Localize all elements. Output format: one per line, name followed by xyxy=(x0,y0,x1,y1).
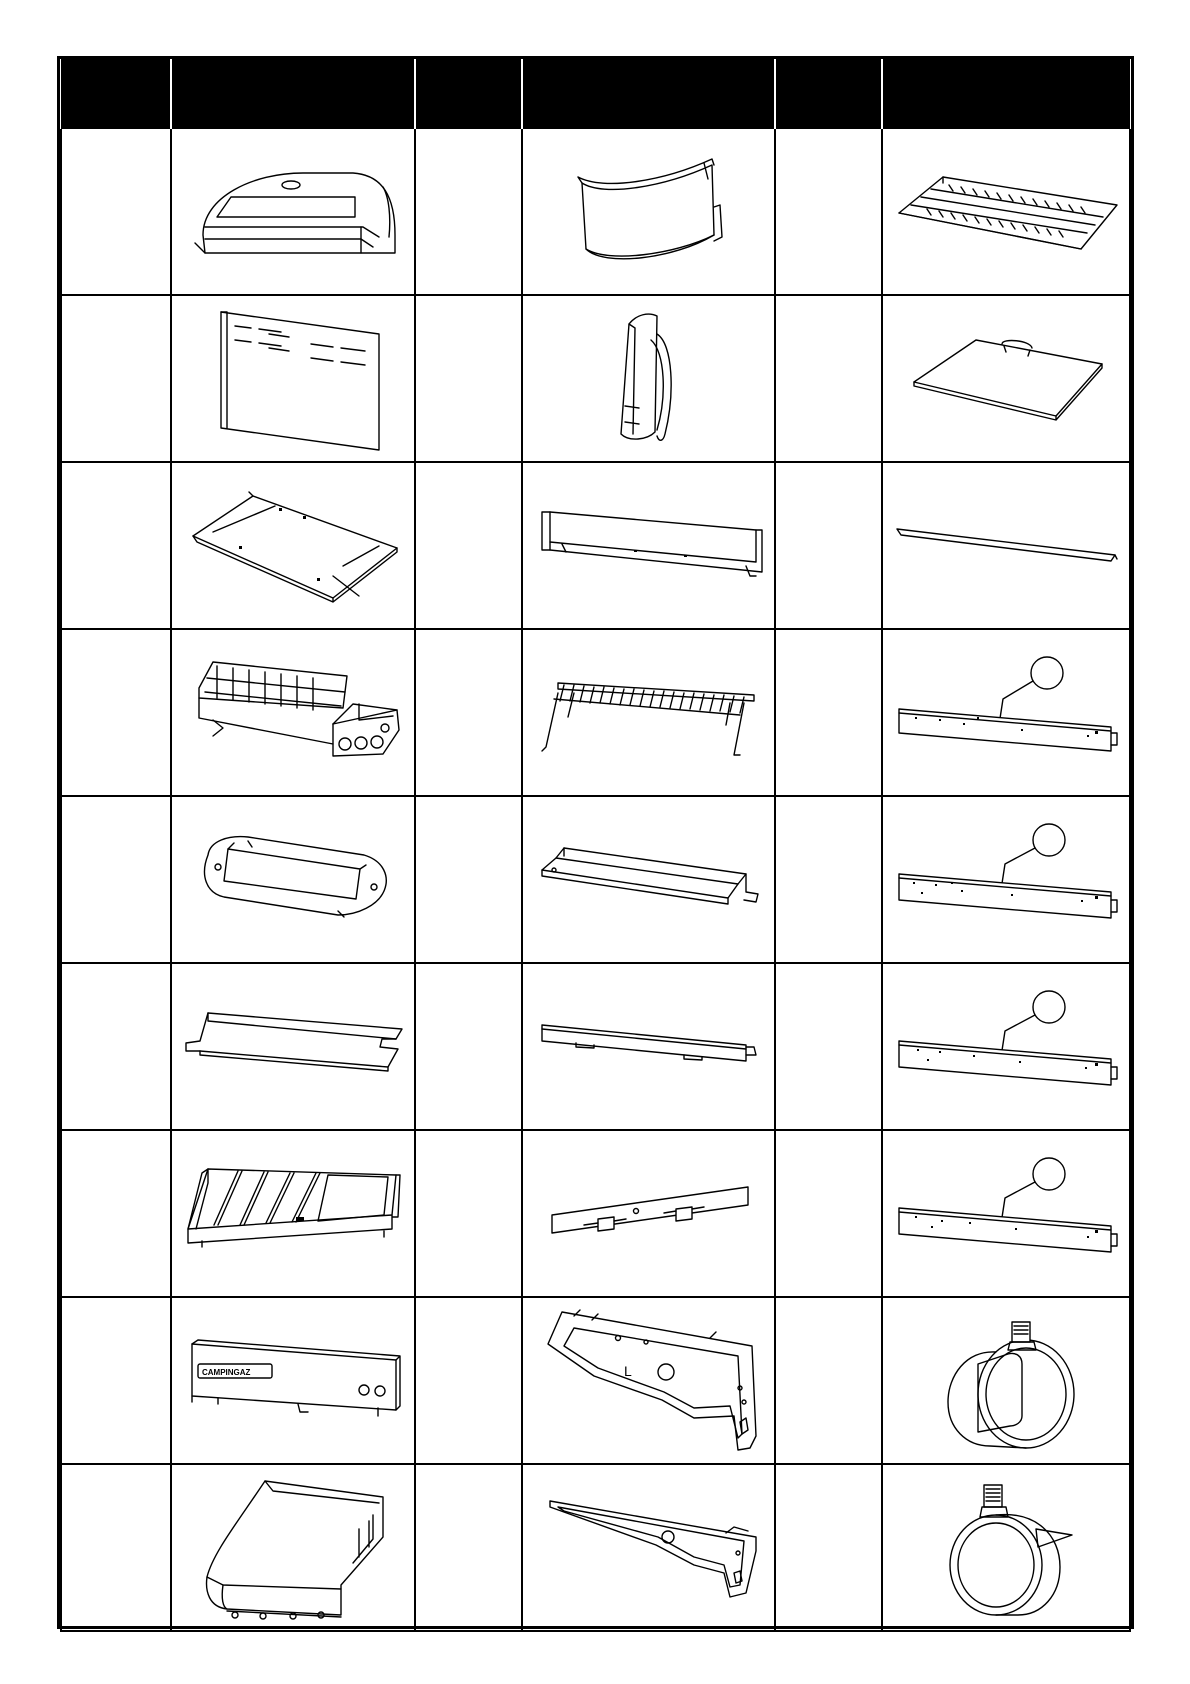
part-number-cell xyxy=(415,462,522,629)
part-number-cell xyxy=(415,963,522,1130)
part-image-cell xyxy=(522,1297,775,1464)
caster-wheel-icon xyxy=(926,1306,1086,1456)
part-image-cell xyxy=(882,1464,1130,1631)
part-number-cell xyxy=(775,1464,882,1631)
leg-post-icon xyxy=(891,987,1121,1107)
bottom-shelf-plate-icon xyxy=(178,1007,408,1087)
header-cell-no-1 xyxy=(61,59,171,129)
part-image-cell xyxy=(171,963,415,1130)
part-image-cell xyxy=(882,129,1130,295)
table-row xyxy=(61,629,1130,796)
parts-table-frame xyxy=(57,56,1134,1629)
side-label: L xyxy=(623,1362,632,1379)
part-image-cell xyxy=(171,129,415,295)
part-number-cell xyxy=(415,295,522,462)
part-image-cell xyxy=(522,295,775,462)
firebox-with-side-burner-icon xyxy=(183,648,403,778)
part-number-cell xyxy=(775,629,882,796)
part-number-cell xyxy=(775,462,882,629)
part-number-cell xyxy=(775,963,882,1130)
parts-table xyxy=(60,59,1131,1632)
part-image-cell xyxy=(882,629,1130,796)
part-image-cell xyxy=(522,462,775,629)
table-row xyxy=(61,1464,1130,1631)
part-number-cell xyxy=(415,129,522,295)
part-number-cell xyxy=(775,1130,882,1297)
part-number-cell xyxy=(415,1297,522,1464)
header-cell-part-3 xyxy=(882,59,1130,129)
part-number-cell xyxy=(61,796,171,963)
header-cell-part-1 xyxy=(171,59,415,129)
part-number-cell xyxy=(61,295,171,462)
table-row xyxy=(61,462,1130,629)
rear-rail-channel-icon xyxy=(534,506,764,586)
side-burner-box-icon xyxy=(193,1473,393,1623)
part-image-cell xyxy=(171,1130,415,1297)
table-row xyxy=(61,295,1130,462)
part-image-cell xyxy=(522,1130,775,1297)
part-image-cell xyxy=(522,1464,775,1631)
part-image-cell xyxy=(882,1297,1130,1464)
curved-back-panel-icon xyxy=(564,147,734,277)
part-image-cell xyxy=(522,963,775,1130)
part-image-cell xyxy=(171,462,415,629)
locking-caster-wheel-icon xyxy=(926,1473,1086,1623)
part-image-cell xyxy=(522,796,775,963)
vented-back-panel-icon xyxy=(193,304,393,454)
part-number-cell xyxy=(61,1464,171,1631)
flame-tamer-grid-icon xyxy=(891,157,1121,267)
part-number-cell xyxy=(775,796,882,963)
header-cell-part-2 xyxy=(522,59,775,129)
leg-post-icon xyxy=(891,1154,1121,1274)
header-row xyxy=(61,59,1130,129)
part-number-cell xyxy=(415,796,522,963)
part-number-cell xyxy=(61,1297,171,1464)
angle-strip-icon xyxy=(891,521,1121,571)
part-image-cell xyxy=(171,1297,415,1464)
header-cell-no-3 xyxy=(775,59,882,129)
part-number-cell xyxy=(61,963,171,1130)
header-cell-no-2 xyxy=(415,59,522,129)
part-number-cell xyxy=(61,629,171,796)
part-image-cell xyxy=(522,629,775,796)
part-number-cell xyxy=(61,462,171,629)
warming-rack-icon xyxy=(534,663,764,763)
svg-text:CAMPINGAZ: CAMPINGAZ xyxy=(202,1367,251,1377)
side-shelf-lid-icon xyxy=(906,324,1106,434)
part-number-cell xyxy=(775,295,882,462)
hood-handle-icon xyxy=(599,304,699,454)
part-image-cell xyxy=(882,462,1130,629)
part-image-cell xyxy=(171,629,415,796)
right-side-bracket-icon xyxy=(534,1493,764,1603)
cross-bar-icon xyxy=(534,1017,764,1077)
part-image-cell xyxy=(882,796,1130,963)
part-number-cell xyxy=(415,1130,522,1297)
side-channel-icon xyxy=(534,840,764,920)
grill-hood-icon xyxy=(183,157,403,267)
part-image-cell xyxy=(882,1130,1130,1297)
part-image-cell xyxy=(882,295,1130,462)
control-panel-icon xyxy=(178,1336,408,1426)
part-number-cell xyxy=(775,1297,882,1464)
hinge-bracket-bar-icon xyxy=(544,1179,754,1249)
part-image-cell xyxy=(171,295,415,462)
part-image-cell xyxy=(171,796,415,963)
table-row xyxy=(61,1297,1130,1464)
part-image-cell xyxy=(882,963,1130,1130)
part-number-cell xyxy=(415,629,522,796)
part-image-cell xyxy=(171,1464,415,1631)
part-number-cell xyxy=(61,1130,171,1297)
left-side-bracket-icon xyxy=(534,1306,764,1456)
table-row xyxy=(61,129,1130,295)
drip-pan-frame-icon xyxy=(188,825,398,935)
cart-frame-icon xyxy=(178,1159,408,1269)
part-number-cell xyxy=(415,1464,522,1631)
table-row xyxy=(61,796,1130,963)
part-number-cell xyxy=(775,129,882,295)
table-row xyxy=(61,963,1130,1130)
leg-post-icon xyxy=(891,820,1121,940)
leg-post-icon xyxy=(891,653,1121,773)
base-tray-panel-icon xyxy=(183,486,403,606)
table-row xyxy=(61,1130,1130,1297)
part-number-cell xyxy=(61,129,171,295)
part-image-cell xyxy=(522,129,775,295)
